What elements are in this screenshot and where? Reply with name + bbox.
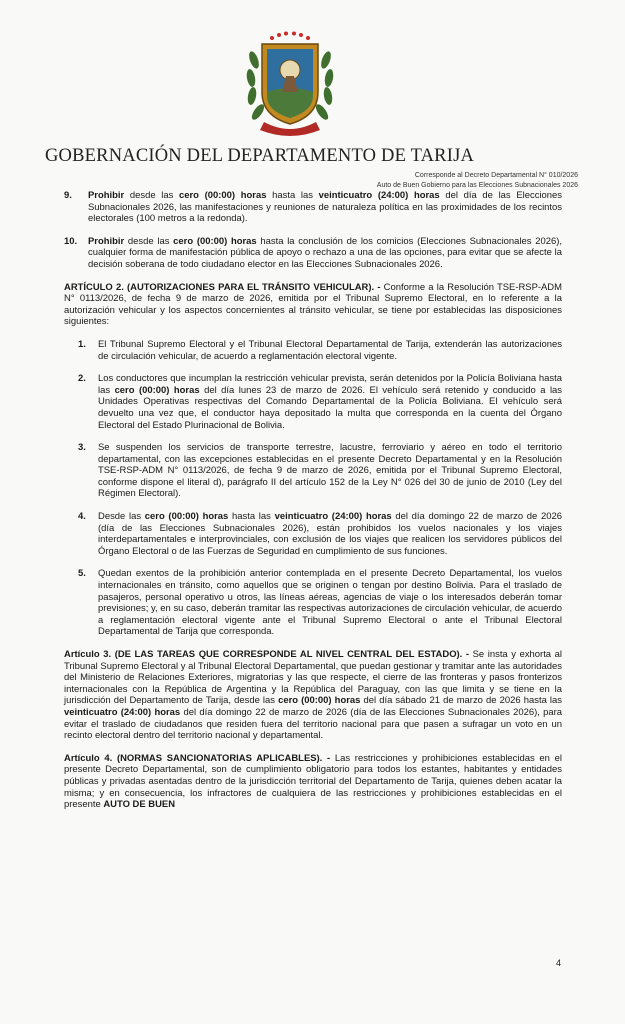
list-item <box>78 568 562 638</box>
decree-subject: Auto de Buen Gobierno para las Elecciones Subnacionales 2026 <box>376 182 578 189</box>
article-text: Las restricciones y prohibiciones establecidas en el presente Decreto Departamental, son de cumplimiento obligatorio para todos los estantes, habitantes y entidades públicas y privadas asentadas dentro de la jurisdicción territorial del Departamento de Tarija, quienes deben acatar la misma; y en consecuencia, los infractores de cualquiera de las restricciones y prohibiciones establecidas en el presente <box>64 752 562 811</box>
document-body <box>64 190 562 822</box>
item-text: del día de las Elecciones Subnacionales 2026, las manifestaciones y reuniones de naturaleza política en las proximidades de los recintos electorales (100 metros a la redonda). <box>88 190 562 225</box>
list-item <box>78 339 562 362</box>
article-heading: Artículo 4. (NORMAS SANCIONATORIAS APLICABLES). - <box>64 752 331 764</box>
page-number: 4 <box>556 958 562 968</box>
item-text: cero (00:00) horas <box>144 511 229 523</box>
item-text: Quedan exentos de la prohibición anterior contemplada en el presente Decreto Departamental, los vuelos internacionales en tránsito, como aquellos que se originen o tengan por destino Bolivia. Para el traslado de pasajeros, personal operativo u otros, las líneas aéreas, agencias de viaje o los interesados deberán tomar previsiones; y, en su caso, deberán tramitar las respectivas autorizaciones de circulación vehicular, de acuerdo a reglamentación electoral vigente ante el Tribunal Supremo Electoral o ante el Tribunal Electoral Departamental de Tarija que corresponda. <box>98 568 562 638</box>
item-text: hasta la conclusión de los comicios (Elecciones Subnacionales 2026), cualquier forma de manifestación pública de apoyo o rechazo a una de las opciones, para evitar que se afecte la decisión soberana de todo ciudadano elector en las Elecciones Subnacionales 2026. <box>88 235 562 270</box>
item-text: cero (00:00) horas <box>173 235 257 247</box>
item-text: desde las <box>124 190 180 201</box>
item-number: 3. <box>78 442 86 454</box>
numbered-item <box>64 236 562 271</box>
item-text: Desde las <box>98 511 145 523</box>
item-number: 4. <box>78 511 86 523</box>
decree-reference: Corresponde al Decreto Departamental N° 010/2026 <box>414 172 578 179</box>
item-text: veinticuatro (24:00) horas <box>318 190 440 201</box>
article-text: del día sábado 21 de marzo de 2026 hasta las <box>360 695 562 707</box>
item-number: 1. <box>78 338 86 350</box>
item-text: veinticuatro (24:00) horas <box>274 511 392 523</box>
article-heading: Artículo 3. (DE LAS TAREAS QUE CORRESPONDE AL NIVEL CENTRAL DEL ESTADO). - <box>64 649 470 660</box>
item-text: cero (00:00) horas <box>179 190 267 201</box>
list-item <box>78 442 562 500</box>
item-text: Se suspenden los servicios de transporte terrestre, lacustre, ferroviario y aéreo en todo el territorio departamental, con las excepciones establecidas en el presente Decreto Departamental y en la Resolución TSE-RSP-ADM N° 0113/2026, de fecha 9 de marzo de 2026, emitida por el Tribunal Supremo Electoral, conforme dispone el literal d), parágrafo II del artículo 152 de la Ley N° 026 del 30 de junio de 2010 (Ley del Régimen Electoral). <box>98 442 562 500</box>
item-text: El Tribunal Supremo Electoral y el Tribunal Electoral Departamental de Tarija, extenderán las autorizaciones de circulación vehicular, de acuerdo a reglamentación electoral vigente. <box>98 338 562 362</box>
government-title: GOBERNACIÓN DEL DEPARTAMENTO DE TARIJA <box>45 146 475 166</box>
item-number: 10. <box>64 235 78 247</box>
item-text: Prohibir <box>88 235 125 247</box>
item-text: del día lunes 23 de marzo de 2026. El vehículo será retenido y conducido a las Unidades Operativas respectivas del Comando Departamental de la Policía Boliviana. El vehículo será devuelto una vez que, el conductor haya depositado la multa que corresponda en la cuenta del Órgano Electoral del Estado Plurinacional de Bolivia. <box>98 384 563 431</box>
article-2-list <box>64 339 562 638</box>
item-number: 9. <box>64 190 72 201</box>
article-text: Se insta y exhorta al Tribunal Supremo Electoral y al Tribunal Electoral Departamental, que puedan gestionar y tramitar ante las autoridades del Ministerio de Relaciones Exteriores, migratorias y las que respecte, el cierre de las fronteras y pasos fronterizos internacionales con la República de Argentina y la República del Paraguay, con las que limita y se tiene en la jurisdicción del Departamento de Tarija, desde las <box>64 649 562 707</box>
article-4 <box>64 753 562 811</box>
list-item <box>78 373 562 431</box>
item-number: 5. <box>78 568 86 580</box>
item-text: hasta las <box>228 511 275 523</box>
item-text: Prohibir <box>88 190 125 201</box>
item-number: 2. <box>78 373 86 385</box>
article-text: Conforme a la Resolución TSE-RSP-ADM N° 0113/2026, de fecha 9 de marzo de 2026, emitida por el Tribunal Supremo Electoral, en lo referente a la autorización vehicular y los aspectos concernientes al tránsito vehicular, se tiene por establecidas las disposiciones siguientes: <box>64 281 562 328</box>
article-text: AUTO DE BUEN <box>103 799 176 811</box>
item-text: desde las <box>124 235 174 247</box>
article-text: veinticuatro (24:00) horas <box>64 706 181 718</box>
article-2 <box>64 282 562 328</box>
item-text: del día domingo 22 de marzo de 2026 (día de las Elecciones Subnacionales 2026), están prohibidos los vuelos nacionales y los viajes interdepartamentales e interprovinciales, con exclusión de los viajes que realicen los servidores públicos del Órgano Electoral o de las Fuerzas de Seguridad en cumplimiento de sus funciones. <box>98 511 562 557</box>
numbered-item <box>64 190 562 225</box>
article-text: del día domingo 22 de marzo de 2026 (día de las Elecciones Subnacionales 2026), para evitar el traslado de ciudadanos que residen fuera del territorio nacional para que pasen a sufragar un voto en un recinto electoral dentro del territorio nacional y departamental. <box>64 706 562 742</box>
article-3 <box>64 649 562 742</box>
article-heading: ARTÍCULO 2. (AUTORIZACIONES PARA EL TRÁNSITO VEHICULAR). - <box>64 281 381 293</box>
tarija-coat-of-arms-icon <box>244 30 336 140</box>
item-text: cero (00:00) horas <box>114 384 200 396</box>
item-text: hasta las <box>266 190 319 201</box>
item-text: Los conductores que incumplan la restricción vehicular prevista, serán detenidos por la Policía Boliviana hasta las <box>98 373 562 396</box>
article-text: cero (00:00) horas <box>278 695 361 707</box>
list-item <box>78 511 562 557</box>
